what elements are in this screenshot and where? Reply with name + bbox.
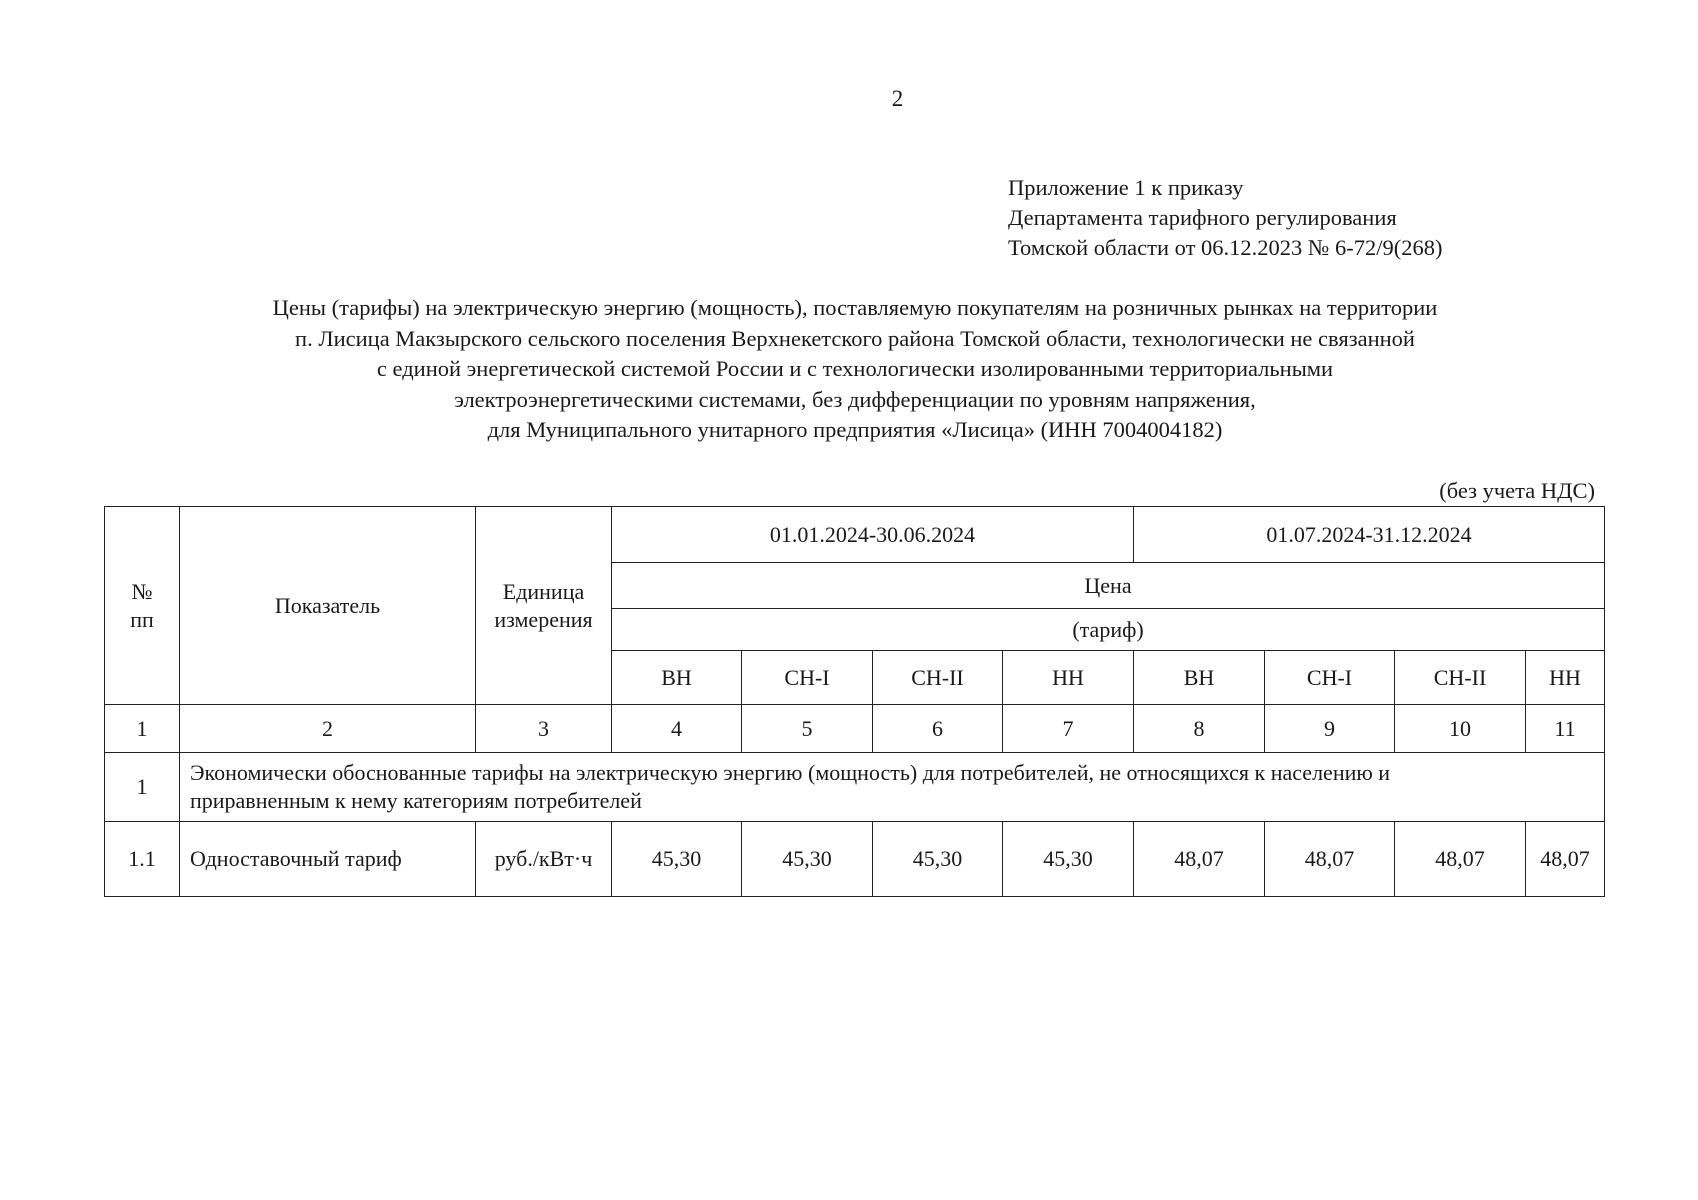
section-title-line: приравненным к нему категориям потребителей	[190, 788, 642, 813]
column-number-cell: 5	[742, 705, 873, 753]
header-unit-line: Единица	[502, 578, 585, 604]
header-unit-line: измерения	[494, 606, 593, 632]
column-numbers-row	[105, 705, 1605, 753]
title-line: с единой энергетической системой России и с технологически изолированными территориальными	[376, 356, 1334, 381]
column-number-cell: 11	[1526, 705, 1605, 753]
appendix-line: Томской области от 06.12.2023 № 6-72/9(268)	[1008, 235, 1443, 260]
voltage-level-cell: СН-II	[1395, 651, 1526, 705]
appendix-line: Департамента тарифного регулирования	[1008, 205, 1397, 230]
row-indicator-cell: Одноставочный тариф	[180, 822, 476, 897]
row-value-cell: 45,30	[1003, 822, 1134, 897]
row-value-cell: 48,07	[1395, 822, 1526, 897]
section-number-cell: 1	[105, 753, 180, 822]
tariffs-table	[104, 506, 1605, 897]
column-number-cell: 3	[476, 705, 612, 753]
column-number-cell: 2	[180, 705, 476, 753]
header-number-symbol: №	[131, 578, 153, 604]
header-unit-cell	[476, 507, 612, 705]
column-number-cell: 1	[105, 705, 180, 753]
page-number: 2	[891, 86, 904, 111]
header-number-abbr: пп	[130, 606, 154, 632]
title-line: для Муниципального унитарного предприятия «Лисица» (ИНН 7004004182)	[487, 417, 1223, 442]
column-number-cell: 6	[873, 705, 1003, 753]
voltage-level-cell: ВН	[1134, 651, 1265, 705]
voltage-level-cell: НН	[1003, 651, 1134, 705]
voltage-level-cell: СН-I	[742, 651, 873, 705]
appendix-line: Приложение 1 к приказу	[1008, 175, 1244, 200]
title-line: п. Лисица Макзырского сельского поселения Верхнекетского района Томской области, технологически не связанной	[295, 325, 1415, 351]
column-number-cell: 9	[1265, 705, 1395, 753]
appendix-block	[1008, 173, 1443, 263]
row-value-cell: 45,30	[873, 822, 1003, 897]
vat-note: (без учета НДС)	[1439, 478, 1595, 503]
voltage-level-cell: НН	[1526, 651, 1605, 705]
document-title	[150, 293, 1560, 446]
row-value-cell: 48,07	[1265, 822, 1395, 897]
table-row	[105, 822, 1605, 897]
header-tariff: (тариф)	[612, 609, 1605, 651]
row-number-cell: 1.1	[105, 822, 180, 897]
section-title-line: Экономически обоснованные тарифы на электрическую энергию (мощность) для потребителей, не относящихся к населению и	[190, 760, 1391, 785]
column-number-cell: 10	[1395, 705, 1526, 753]
header-period-2: 01.07.2024-31.12.2024	[1134, 507, 1605, 563]
header-number-cell	[105, 507, 180, 705]
column-number-cell: 4	[612, 705, 742, 753]
title-line: Цены (тарифы) на электрическую энергию (мощность), поставляемую покупателям на розничных рынках на территории	[272, 295, 1438, 320]
header-period-1: 01.01.2024-30.06.2024	[612, 507, 1134, 563]
header-price: Цена	[612, 563, 1605, 609]
header-row-periods	[105, 507, 1605, 563]
section-row	[105, 753, 1605, 822]
column-number-cell: 7	[1003, 705, 1134, 753]
header-indicator-cell: Показатель	[180, 507, 476, 705]
column-number-cell: 8	[1134, 705, 1265, 753]
voltage-level-cell: СН-II	[873, 651, 1003, 705]
voltage-level-cell: СН-I	[1265, 651, 1395, 705]
row-value-cell: 48,07	[1134, 822, 1265, 897]
row-value-cell: 48,07	[1526, 822, 1605, 897]
voltage-level-cell: ВН	[612, 651, 742, 705]
row-value-cell: 45,30	[742, 822, 873, 897]
section-title-cell	[180, 753, 1605, 822]
title-line: электроэнергетическими системами, без дифференциации по уровням напряжения,	[454, 386, 1256, 412]
row-value-cell: 45,30	[612, 822, 742, 897]
row-unit-cell: руб./кВт·ч	[476, 822, 612, 897]
